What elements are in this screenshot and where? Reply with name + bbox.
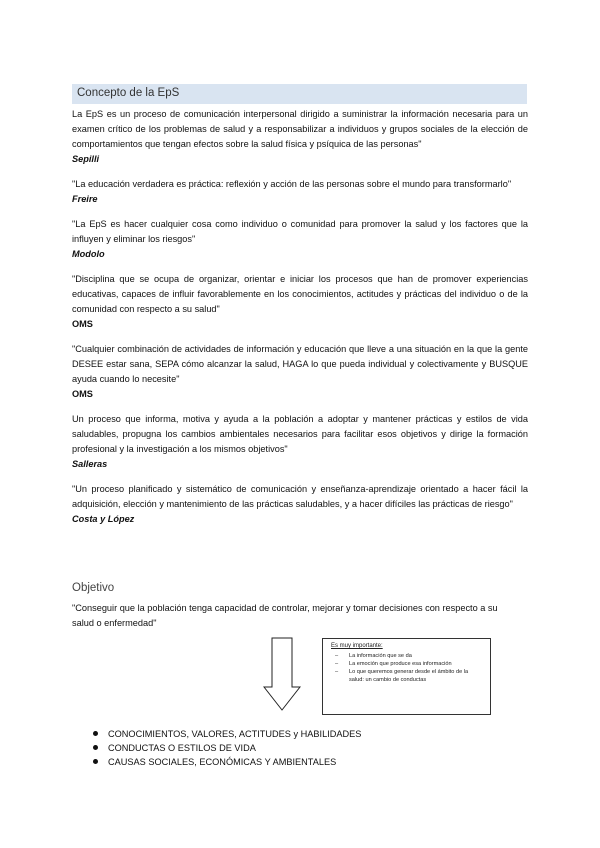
section-title: Concepto de la EpS xyxy=(77,87,180,99)
bullet-item: CONOCIMIENTOS, VALORES, ACTITUDES y HABILIDADES xyxy=(92,727,361,741)
quote-text: "La educación verdadera es práctica: reflexión y acción de las personas sobre el mundo para transformarlo" xyxy=(72,179,512,189)
down-arrow-icon xyxy=(263,637,301,711)
quote-text: "Cualquier combinación de actividades de información y educación que lleve a una situación en la que la gente DESEE estar sana, SEPA cómo alcanzar la salud, HAGA lo que pueda individual y colectivamente y BUSQUE ayuda cuando lo necesite" xyxy=(72,344,528,384)
objetivo-text: "Conseguir que la población tenga capacidad de controlar, mejorar y tomar decisiones con respecto a su salud o enfermedad" xyxy=(72,603,498,628)
quote-text: Un proceso que informa, motiva y ayuda a la población a adoptar y mantener prácticas y estilos de vida saludables, propugna los cambios ambientales necesarios para facilitar esos objetivos y dirige la formación profesional y la investigación a los mismos objetivos" xyxy=(72,414,528,454)
definitions-block xyxy=(72,107,528,527)
quote-author: OMS xyxy=(72,389,93,399)
bullet-item: CAUSAS SOCIALES, ECONÓMICAS Y AMBIENTALES xyxy=(92,755,361,769)
note-item: – La información que se da xyxy=(335,652,483,660)
quote-author: Salleras xyxy=(72,459,108,469)
note-title: Es muy importante: xyxy=(331,643,383,649)
quote-text: La EpS es un proceso de comunicación interpersonal dirigido a suministrar la información necesaria para un examen crítico de los problemas de salud y a responsabilizar a individuos y grupos sociales de la elección de comportamientos que tengan efectos sobre la salud física y psíquica de las personas" xyxy=(72,109,528,149)
quote-text: "Disciplina que se ocupa de organizar, orientar e iniciar los procesos que han de promover experiencias educativas, capaces de influir favorablemente en los conocimientos, actitudes y prácticas del individuo o de la comunidad con respecto a su salud" xyxy=(72,274,528,314)
note-item: – Lo que queremos generar desde el ámbito de la salud: un cambio de conductas xyxy=(335,668,483,684)
bullet-list xyxy=(92,727,361,769)
section-heading-bar xyxy=(72,84,527,104)
note-list xyxy=(335,652,483,684)
quote-author: OMS xyxy=(72,319,93,329)
note-item: – La emoción que produce esa información xyxy=(335,660,483,668)
note-box xyxy=(322,638,491,715)
quote-author: Freire xyxy=(72,194,98,204)
quote-author: Modolo xyxy=(72,249,105,259)
quote-author: Sepilli xyxy=(72,154,100,164)
bullet-item: CONDUCTAS O ESTILOS DE VIDA xyxy=(92,741,361,755)
quote-text: "La EpS es hacer cualquier cosa como individuo o comunidad para promover la salud y los factores que la influyen y eliminar los riesgos" xyxy=(72,219,528,244)
quote-author: Costa y López xyxy=(72,514,135,524)
quote-text: "Un proceso planificado y sistemático de comunicación y enseñanza-aprendizaje orientado a hacer fácil la adquisición, elección y mantenimiento de las prácticas saludables, y a hacer difíciles las prácticas de riesgo" xyxy=(72,484,528,509)
objetivo-heading: Objetivo xyxy=(72,582,115,594)
